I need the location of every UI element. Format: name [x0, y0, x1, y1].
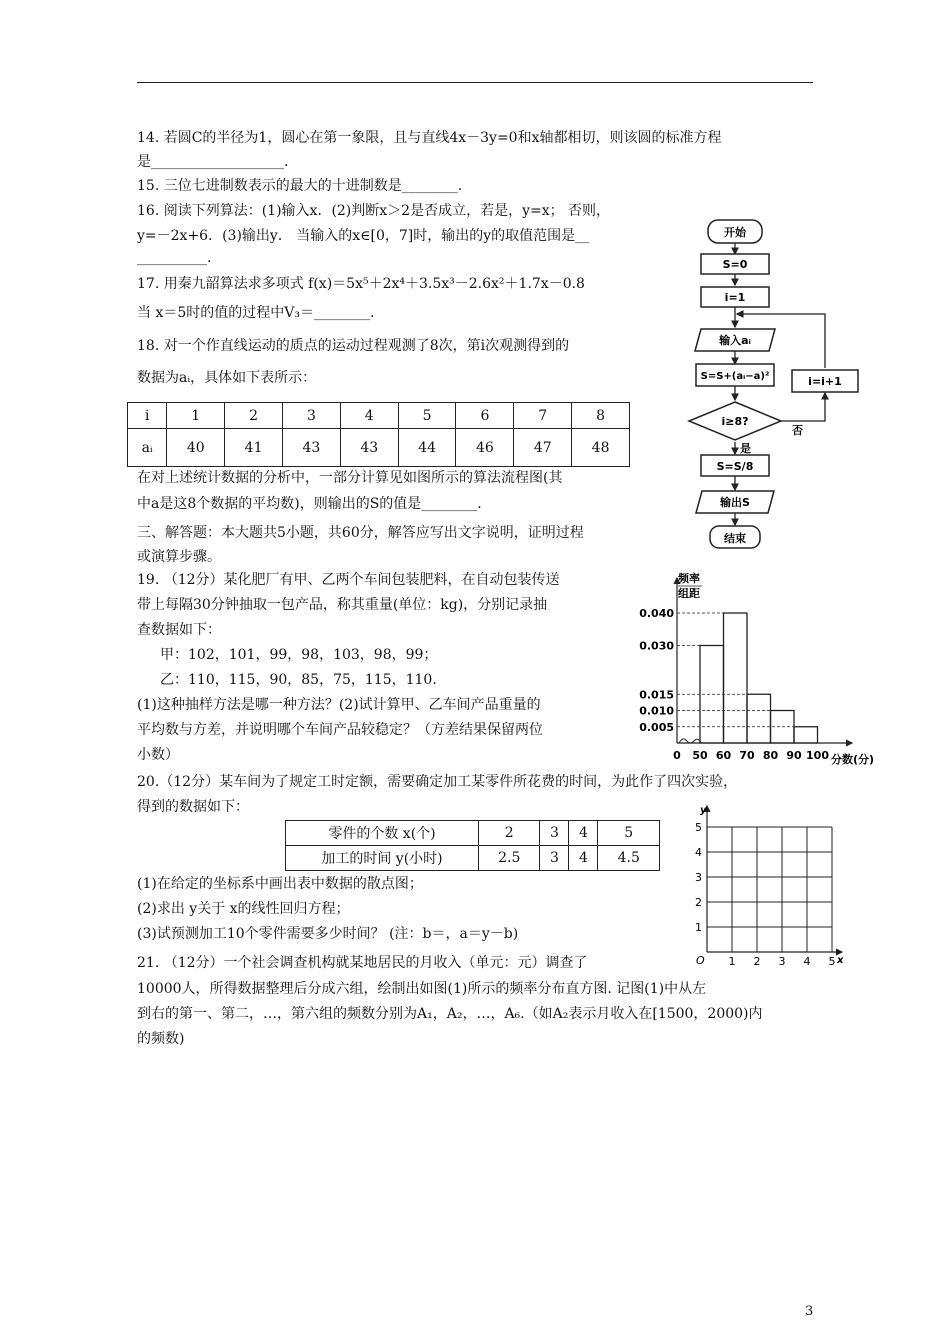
q16-line3: __________.: [137, 250, 212, 266]
table-header-cell: 零件的个数 x(个): [286, 821, 479, 846]
histogram-ylabel-bottom: 组距: [678, 587, 700, 600]
flow-inc-label: i=i+1: [808, 375, 842, 388]
histogram-ytick-label: 0.005: [639, 720, 674, 734]
table-cell: 5: [398, 403, 456, 429]
scatter-origin-label: O: [696, 954, 705, 967]
page-number: 3: [805, 1304, 814, 1319]
histogram-xtick-label: 50: [692, 749, 708, 762]
table-cell: 7: [514, 403, 572, 429]
table-header-cell: i: [128, 403, 167, 429]
algorithm-flowchart: [680, 210, 870, 555]
q18-line2: 数据为aᵢ，具体如下表所示：: [137, 370, 317, 386]
flow-i1-label: i=1: [724, 291, 746, 304]
table-cell: 47: [514, 429, 572, 467]
scatter-ytick-label: 5: [695, 821, 702, 834]
histogram-bar: [724, 613, 748, 743]
histogram-bar: [747, 694, 771, 743]
table-cell: 3: [283, 403, 341, 429]
table-cell: 8: [572, 403, 630, 429]
table-cell: 4: [569, 821, 598, 846]
q16-line2: y=－2x+6．(3)输出y． 当输入的x∈[0，7]时，输出的y的取值范围是__: [137, 228, 590, 244]
flow-yes-label: 是: [740, 442, 751, 455]
histogram-xtick-label: 0: [673, 749, 681, 762]
q19-data-jia: 甲：102，101，99，98，103，98，99；: [160, 647, 438, 663]
table-cell: 46: [456, 429, 514, 467]
scatter-x-axis-label: x: [837, 955, 844, 966]
flow-cond-label: i≥8?: [721, 415, 749, 428]
table-cell: 2.5: [479, 846, 540, 871]
scatter-xtick-label: 4: [803, 955, 811, 968]
histogram-ylabel-top: 频率: [678, 572, 700, 585]
table-cell: 2: [225, 403, 283, 429]
table-cell: 5: [598, 821, 660, 846]
table-header-cell: 加工的时间 y(小时): [286, 846, 479, 871]
scatter-ytick-label: 2: [695, 896, 702, 909]
scatter-ytick-label: 1: [695, 921, 702, 934]
flow-input-label: 输入aᵢ: [719, 334, 751, 347]
q20-line3: (1)在给定的坐标系中画出表中数据的散点图；: [137, 876, 423, 892]
q18-line4: 中a是这8个数据的平均数)，则输出的S的值是________.: [137, 496, 482, 512]
histogram-xlabel: 分数(分): [831, 753, 875, 766]
scatter-coordinate-grid: [690, 800, 850, 970]
frequency-histogram: [630, 570, 885, 770]
section3-line1: 三、解答题：本大题共5小题，共60分，解答应写出文字说明，证明过程: [137, 525, 584, 541]
q19-line3: 查数据如下：: [137, 622, 221, 638]
table-cell: 1: [167, 403, 225, 429]
histogram-xtick-label: 90: [786, 749, 802, 762]
q20-line4: (2)求出 y关于 x的线性回归方程；: [137, 901, 350, 917]
q14-line1: 14. 若圆C的半径为1，圆心在第一象限，且与直线4x－3y=0和x轴都相切，则该圆的标准方程: [137, 130, 722, 146]
scatter-y-axis-label: y: [700, 805, 707, 816]
table-cell: 6: [456, 403, 514, 429]
flow-no-label: 否: [792, 424, 803, 437]
scatter-xtick-label: 3: [778, 955, 786, 968]
histogram-xtick-label: 80: [762, 749, 779, 762]
q19-line4: (1)这种抽样方法是哪一种方法？(2)试计算甲、乙车间产品重量的: [137, 697, 541, 713]
q18-line1: 18. 对一个作直线运动的质点的运动过程观测了8次，第i次观测得到的: [137, 338, 570, 354]
table-header-cell: aᵢ: [128, 429, 167, 467]
q18-line3: 在对上述统计数据的分析中，一部分计算见如图所示的算法流程图(其: [137, 470, 563, 486]
q21-line2: 10000人，所得数据整理后分成六组，绘制出如图(1)所示的频率分布直方图. 记图(1)中从左: [137, 981, 707, 997]
observation-table: [127, 402, 630, 467]
q19-line6: 小数）: [137, 747, 179, 763]
table-cell: 4: [340, 403, 398, 429]
table-cell: 41: [225, 429, 283, 467]
flow-div-label: S=S/8: [716, 460, 754, 473]
table-cell: 3: [540, 821, 569, 846]
q19-line1: 19. （12分）某化肥厂有甲、乙两个车间包装肥料，在自动包装传送: [137, 572, 560, 588]
table-cell: 43: [283, 429, 341, 467]
flow-s0-label: S=0: [722, 258, 748, 271]
histogram-ytick-label: 0.015: [639, 688, 674, 702]
q20-line5: (3)试预测加工10个零件需要多少时间？ (注：b＝，a＝y－b): [137, 926, 519, 942]
table-cell: 43: [340, 429, 398, 467]
histogram-ytick-label: 0.040: [639, 607, 674, 620]
histogram-bar: [794, 727, 818, 743]
table-cell: 40: [167, 429, 225, 467]
q16-line1: 16. 阅读下列算法：(1)输入x．(2)判断x＞2是否成立，若是，y=x； 否则，: [137, 203, 611, 219]
scatter-ytick-label: 4: [695, 846, 702, 859]
scatter-xtick-label: 2: [753, 955, 761, 968]
q15-line: 15. 三位七进制数表示的最大的十进制数是________.: [137, 178, 463, 194]
table-cell: 3: [540, 846, 569, 871]
q14-line2: 是___________________.: [137, 154, 289, 170]
workpiece-table: [285, 820, 660, 871]
histogram-ytick-label: 0.030: [639, 639, 674, 653]
flow-update-label: S=S+(aᵢ−a)²: [700, 371, 770, 382]
q19-data-yi: 乙：110，115，90，85，75，115，110.: [160, 672, 437, 688]
histogram-xtick-label: 70: [739, 749, 755, 762]
scatter-xtick-label: 5: [828, 955, 836, 968]
section3-line2: 或演算步骤。: [137, 549, 221, 565]
q20-line2: 得到的数据如下：: [137, 799, 249, 815]
table-cell: 2: [479, 821, 540, 846]
q21-line4: 的频数): [137, 1031, 185, 1047]
flow-start-label: 开始: [724, 226, 746, 239]
histogram-xtick-label: 100: [806, 749, 829, 762]
q21-line1: 21. （12分）一个社会调查机构就某地居民的月收入（单元：元）调查了: [137, 955, 588, 971]
flow-end-label: 结束: [724, 532, 746, 545]
q17-line1: 17. 用秦九韶算法求多项式 f(x)＝5x⁵＋2x⁴＋3.5x³－2.6x²＋1.7x－0.8: [137, 276, 585, 292]
flow-output-label: 输出S: [720, 496, 750, 509]
scatter-ytick-label: 3: [695, 871, 702, 884]
q20-line1: 20.（12分）某车间为了规定工时定额，需要确定加工某零件所花费的时间，为此作了四次实验，: [137, 774, 738, 790]
q19-line2: 带上每隔30分钟抽取一包产品，称其重量(单位：kg)，分别记录抽: [137, 597, 548, 613]
histogram-xtick-label: 60: [715, 749, 732, 762]
table-cell: 4.5: [598, 846, 660, 871]
axis-break-mark: [679, 739, 701, 743]
histogram-ytick-label: 0.010: [639, 704, 674, 718]
q17-line2: 当 x＝5时的值的过程中V₃＝________.: [137, 305, 375, 321]
table-cell: 4: [569, 846, 598, 871]
table-cell: 44: [398, 429, 456, 467]
header-rule: [137, 82, 813, 83]
q19-line5: 平均数与方差，并说明哪个车间产品较稳定？（方差结果保留两位: [137, 722, 543, 738]
table-cell: 48: [572, 429, 630, 467]
q21-line3: 到右的第一、第二，…，第六组的频数分别为A₁，A₂，…，A₆.（如A₂表示月收入在[1500，2000)内: [137, 1006, 763, 1022]
scatter-xtick-label: 1: [728, 955, 736, 968]
